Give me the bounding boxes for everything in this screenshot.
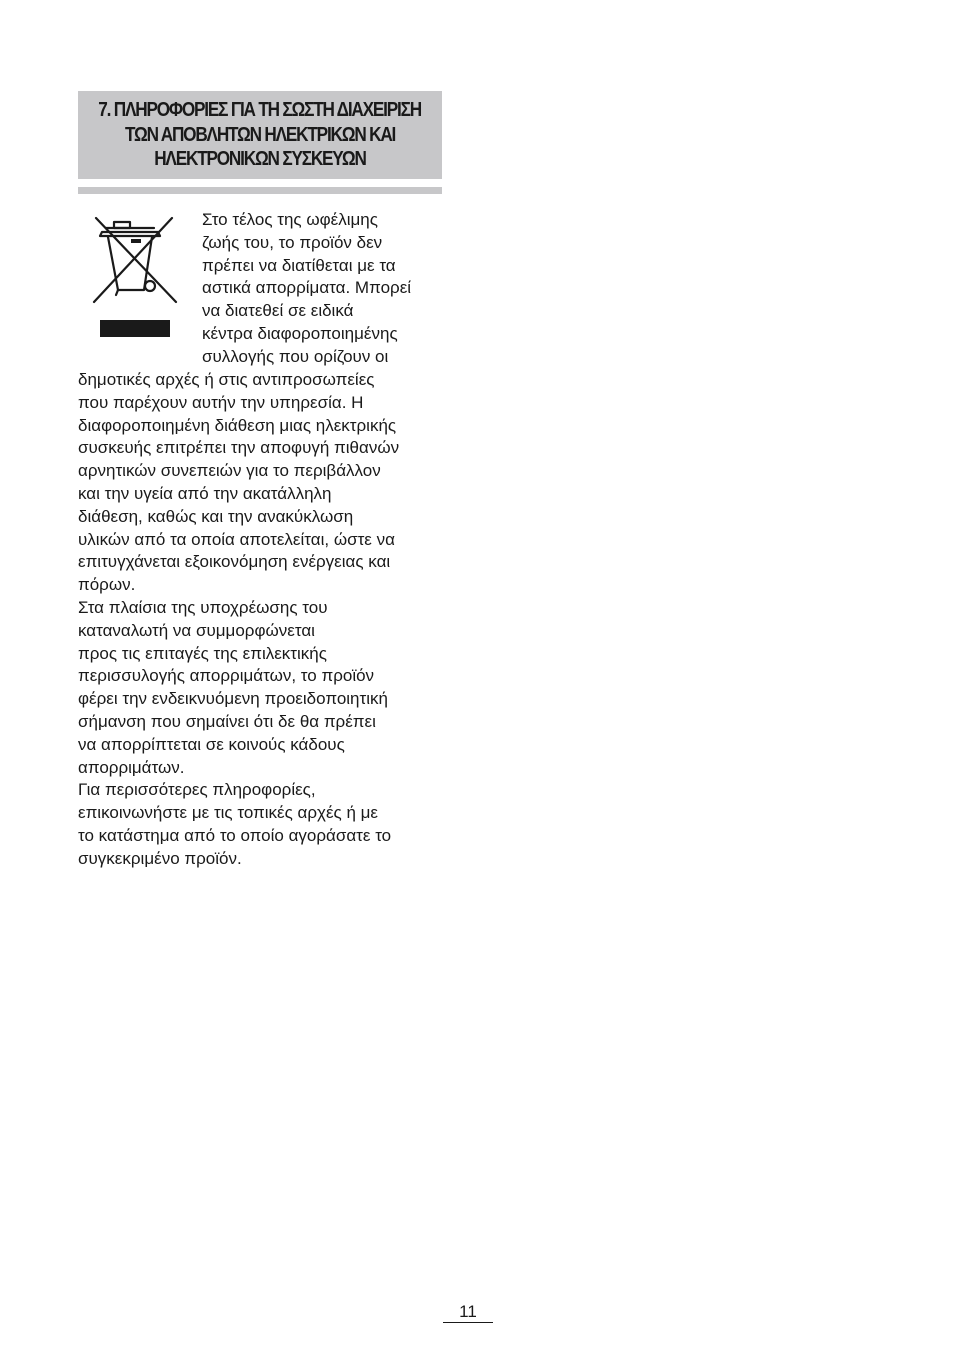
text-line: κέντρα διαφοροποιημένης [202, 323, 398, 343]
text-line: διάθεση, καθώς και την ανακύκλωση [78, 506, 354, 526]
crossed-out-wheelie-bin-icon [88, 210, 182, 340]
text-line: αρνητικών συνεπειών για το περιβάλλον [78, 461, 381, 481]
text-line: επιτυγχάνεται εξοικονόμηση ενέργειας και [78, 552, 391, 572]
text-line: το κατάστημα από το οποίο αγοράσατε το [78, 825, 392, 845]
text-line: αστικά απορρίματα. Μπορεί [202, 278, 412, 298]
text-line: πόρων. [78, 575, 136, 595]
text-line: υλικών από τα οποία αποτελείται, ώστε να [78, 529, 395, 549]
heading-line-3: ΗΛΕΚΤΡΟΝΙΚΩΝ ΣΥΣΚΕΥΩΝ [154, 148, 366, 171]
text-line: να απορρίπτεται σε κοινούς κάδους [78, 734, 345, 754]
text-line: Για περισσότερες πληροφορίες, [78, 780, 316, 800]
text-line: διαφοροποιημένη διάθεση μιας ηλεκτρικής [78, 415, 397, 435]
text-line: προς τις επιταγές της επιλεκτικής [78, 643, 327, 663]
section-heading [78, 91, 442, 179]
text-line: που παρέχουν αυτήν την υπηρεσία. Η [78, 392, 364, 412]
heading-underline-bar [78, 187, 442, 194]
text-line: περισσυλογής απορριμάτων, το προϊόν [78, 666, 375, 686]
text-line: απορριμάτων. [78, 757, 185, 777]
heading-line-1: 7. ΠΛΗΡΟΦΟΡΙΕΣ ΓΙΑ ΤΗ ΣΩΣΤΗ ΔΙΑΧΕΙΡΙΣΗ [98, 99, 422, 122]
page-number-underline [443, 1322, 493, 1323]
text-line: Στο τέλος της ωφέλιμης [202, 210, 378, 229]
text-line: και την υγεία από την ακατάλληλη [78, 483, 332, 503]
text-line: σήμανση που σημαίνει ότι δε θα πρέπει [78, 711, 376, 731]
text-line: συγκεκριμένο προϊόν. [78, 848, 242, 868]
text-line: καταναλωτή να συμμορφώνεται [78, 620, 315, 640]
text-line: επικοινωνήστε με τις τοπικές αρχές ή με [78, 803, 379, 823]
text-line: δημοτικές αρχές ή στις αντιπροσωπείες [78, 370, 375, 389]
text-line: φέρει την ενδεικνυόμενη προειδοποιητική [78, 689, 388, 709]
text-line: ζωής του, το προϊόν δεν [202, 232, 383, 252]
text-line: να διατεθεί σε ειδικά [202, 301, 354, 321]
paragraph-beside-icon [202, 209, 411, 369]
text-line: συσκευής επιτρέπει την αποφυγή πιθανών [78, 438, 400, 458]
text-line: συλλογής που ορίζουν οι [202, 346, 389, 366]
text-line: Στα πλαίσια της υποχρέωσης του [78, 597, 328, 617]
text-line: πρέπει να διατίθεται με τα [202, 255, 396, 275]
heading-line-2: ΤΩΝ ΑΠΟΒΛΗΤΩΝ ΗΛΕΚΤΡΙΚΩΝ ΚΑΙ [124, 123, 396, 146]
paragraph-body [78, 369, 399, 871]
page-number: 11 [459, 1302, 477, 1321]
